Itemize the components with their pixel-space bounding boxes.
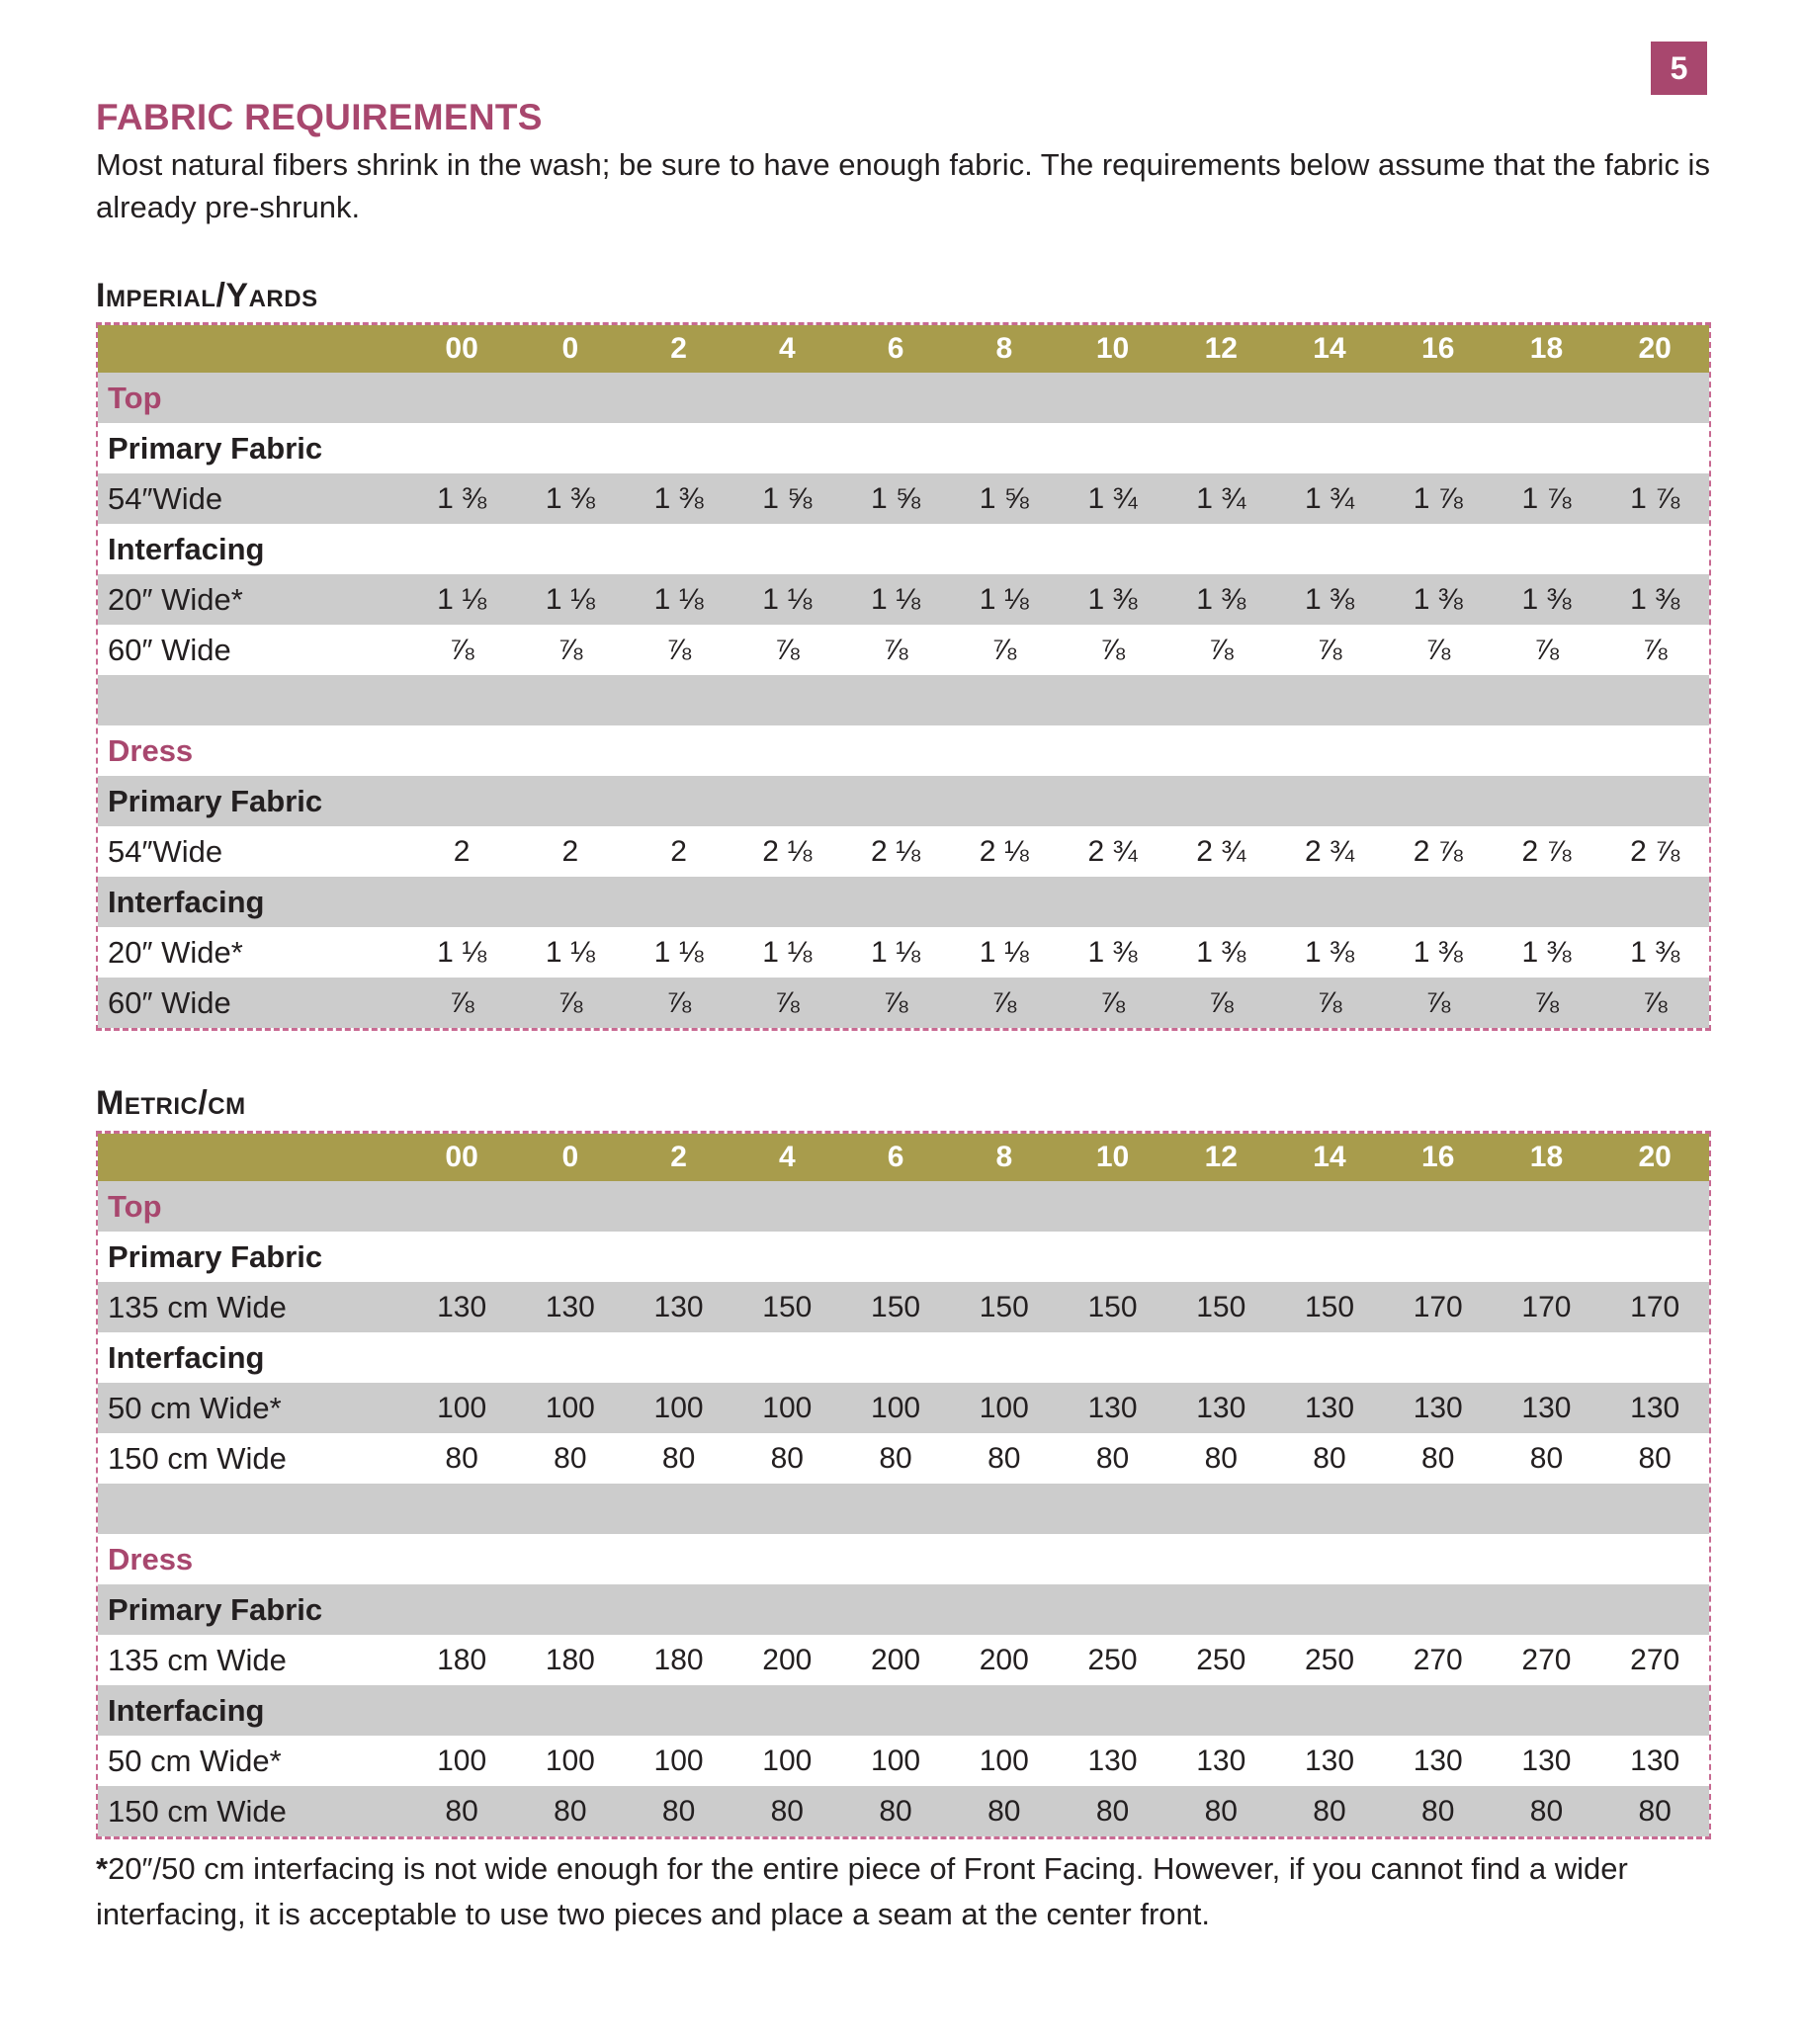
value-size-14: 1 ⅜ xyxy=(1304,935,1355,969)
value-size-0: ⅞ xyxy=(558,633,583,666)
section-row xyxy=(98,725,1709,776)
value-size-00: ⅞ xyxy=(449,985,474,1019)
section-label: Top xyxy=(108,380,162,415)
size-header-2: 2 xyxy=(670,1141,687,1173)
metric-table xyxy=(96,1131,1711,1839)
value-size-0: 1 ⅜ xyxy=(545,481,595,515)
size-header-12: 12 xyxy=(1204,1141,1238,1173)
value-size-6: 80 xyxy=(879,1441,912,1475)
data-row xyxy=(98,1282,1709,1332)
value-size-0: 80 xyxy=(554,1441,587,1475)
group-row xyxy=(98,877,1709,927)
value-size-2: 100 xyxy=(653,1744,704,1777)
group-row xyxy=(98,423,1709,473)
value-size-2: 100 xyxy=(653,1391,704,1424)
section-label: Dress xyxy=(108,1541,194,1576)
group-row xyxy=(98,1685,1709,1736)
value-size-4: 80 xyxy=(770,1794,804,1828)
value-size-2: ⅞ xyxy=(666,633,692,666)
value-size-14: ⅞ xyxy=(1317,633,1342,666)
value-size-4: 100 xyxy=(762,1391,813,1424)
value-size-8: 150 xyxy=(979,1290,1029,1323)
value-size-00: 1 ⅛ xyxy=(437,935,487,969)
value-size-2: 80 xyxy=(661,1441,696,1475)
value-size-10: 250 xyxy=(1087,1643,1138,1676)
value-size-10: 80 xyxy=(1095,1441,1130,1475)
size-header-00: 00 xyxy=(445,332,478,365)
value-size-0: 100 xyxy=(545,1391,595,1424)
footnote-text: 20″/50 cm interfacing is not wide enough for the entire piece of Front Facing. However, if you cannot find a wider interfacing, it is acceptable to use two pieces and place a seam at the center front. xyxy=(96,1851,1628,1931)
size-header-row xyxy=(98,325,1709,373)
value-size-14: 150 xyxy=(1304,1290,1355,1323)
value-size-00: ⅞ xyxy=(449,633,474,666)
section-row xyxy=(98,1181,1709,1232)
value-size-18: ⅞ xyxy=(1533,633,1559,666)
data-label: 54″Wide xyxy=(108,480,223,516)
value-size-20: 80 xyxy=(1638,1441,1672,1475)
metric-heading: Metric/cm xyxy=(96,1084,246,1122)
value-size-00: 130 xyxy=(437,1290,487,1323)
value-size-8: 200 xyxy=(979,1643,1029,1676)
value-size-18: 80 xyxy=(1529,1794,1564,1828)
value-size-6: 80 xyxy=(879,1794,912,1828)
value-size-0: 100 xyxy=(545,1744,595,1777)
value-size-0: 1 ⅛ xyxy=(545,582,595,616)
size-header-18: 18 xyxy=(1529,332,1564,365)
size-header-12: 12 xyxy=(1204,332,1238,365)
value-size-20: 270 xyxy=(1630,1643,1680,1676)
value-size-12: ⅞ xyxy=(1208,985,1234,1019)
value-size-12: 1 ⅜ xyxy=(1196,935,1246,969)
value-size-18: 1 ⅜ xyxy=(1521,582,1572,616)
value-size-16: ⅞ xyxy=(1425,633,1451,666)
value-size-6: 1 ⅝ xyxy=(871,481,921,515)
size-header-16: 16 xyxy=(1421,332,1455,365)
size-header-6: 6 xyxy=(887,1141,904,1173)
value-size-4: ⅞ xyxy=(774,633,800,666)
value-size-12: 150 xyxy=(1196,1290,1246,1323)
footnote-marker: * xyxy=(96,1851,109,1886)
value-size-20: 1 ⅞ xyxy=(1630,481,1680,515)
value-size-10: 1 ⅜ xyxy=(1087,582,1138,616)
value-size-14: 250 xyxy=(1304,1643,1355,1676)
value-size-12: 80 xyxy=(1204,1794,1238,1828)
value-size-2: ⅞ xyxy=(666,985,692,1019)
value-size-6: 1 ⅛ xyxy=(871,935,921,969)
data-row xyxy=(98,1736,1709,1786)
value-size-10: ⅞ xyxy=(1100,985,1126,1019)
imperial-heading: Imperial/Yards xyxy=(96,277,318,314)
value-size-8: 2 ⅛ xyxy=(979,834,1029,868)
data-label: 54″Wide xyxy=(108,833,223,869)
value-size-6: ⅞ xyxy=(883,985,908,1019)
value-size-20: 80 xyxy=(1638,1794,1672,1828)
footnote xyxy=(96,1846,1727,1937)
value-size-00: 1 ⅛ xyxy=(437,582,487,616)
group-row xyxy=(98,1584,1709,1635)
data-label: 50 cm Wide* xyxy=(108,1743,282,1778)
size-header-16: 16 xyxy=(1421,1141,1455,1173)
value-size-10: 1 ⅜ xyxy=(1087,935,1138,969)
data-row xyxy=(98,1635,1709,1685)
value-size-8: 80 xyxy=(987,1441,1021,1475)
size-header-18: 18 xyxy=(1529,1141,1564,1173)
value-size-14: 130 xyxy=(1304,1744,1355,1777)
value-size-14: 130 xyxy=(1304,1391,1355,1424)
value-size-20: 1 ⅜ xyxy=(1630,935,1680,969)
value-size-8: ⅞ xyxy=(991,985,1017,1019)
value-size-4: ⅞ xyxy=(774,985,800,1019)
value-size-14: ⅞ xyxy=(1317,985,1342,1019)
group-label: Primary Fabric xyxy=(108,1591,323,1627)
imperial-table xyxy=(96,322,1711,1031)
value-size-20: 170 xyxy=(1630,1290,1680,1323)
value-size-2: 180 xyxy=(653,1643,704,1676)
value-size-4: 1 ⅛ xyxy=(762,582,813,616)
value-size-18: ⅞ xyxy=(1533,985,1559,1019)
intro-text: Most natural fibers shrink in the wash; be sure to have enough fabric. The requirements below assume that the fabric is already pre-shrunk. xyxy=(96,147,1710,224)
group-label: Interfacing xyxy=(108,1692,265,1728)
value-size-0: 180 xyxy=(545,1643,595,1676)
data-row xyxy=(98,625,1709,675)
value-size-18: 270 xyxy=(1521,1643,1572,1676)
group-label: Primary Fabric xyxy=(108,430,323,466)
value-size-20: ⅞ xyxy=(1642,633,1668,666)
data-label: 150 cm Wide xyxy=(108,1793,287,1829)
size-header-20: 20 xyxy=(1638,332,1672,365)
size-header-00: 00 xyxy=(445,1141,478,1173)
value-size-18: 2 ⅞ xyxy=(1521,834,1572,868)
value-size-12: 1 ¾ xyxy=(1196,481,1246,515)
value-size-18: 1 ⅜ xyxy=(1521,935,1572,969)
data-label: 135 cm Wide xyxy=(108,1642,287,1677)
value-size-6: 200 xyxy=(871,1643,921,1676)
group-label: Interfacing xyxy=(108,531,265,566)
value-size-16: 1 ⅜ xyxy=(1413,582,1463,616)
value-size-4: 150 xyxy=(762,1290,813,1323)
value-size-6: ⅞ xyxy=(883,633,908,666)
group-row xyxy=(98,524,1709,574)
value-size-00: 100 xyxy=(437,1744,487,1777)
data-label: 20″ Wide* xyxy=(108,581,243,617)
value-size-10: 80 xyxy=(1095,1794,1130,1828)
value-size-4: 200 xyxy=(762,1643,813,1676)
data-label: 135 cm Wide xyxy=(108,1289,287,1324)
value-size-10: 150 xyxy=(1087,1290,1138,1323)
value-size-00: 2 xyxy=(453,834,471,868)
value-size-2: 1 ⅛ xyxy=(653,935,704,969)
value-size-20: ⅞ xyxy=(1642,985,1668,1019)
value-size-10: 130 xyxy=(1087,1744,1138,1777)
value-size-4: 2 ⅛ xyxy=(762,834,813,868)
data-row xyxy=(98,473,1709,524)
value-size-00: 80 xyxy=(445,1794,478,1828)
value-size-00: 80 xyxy=(445,1441,478,1475)
size-header-2: 2 xyxy=(670,332,687,365)
size-header-10: 10 xyxy=(1095,1141,1130,1173)
size-header-10: 10 xyxy=(1095,332,1130,365)
value-size-18: 1 ⅞ xyxy=(1521,481,1572,515)
size-header-row xyxy=(98,1134,1709,1181)
value-size-10: ⅞ xyxy=(1100,633,1126,666)
value-size-12: 250 xyxy=(1196,1643,1246,1676)
data-label: 50 cm Wide* xyxy=(108,1390,282,1425)
group-row xyxy=(98,1332,1709,1383)
section-label: Top xyxy=(108,1188,162,1224)
group-label: Primary Fabric xyxy=(108,1238,323,1274)
data-row xyxy=(98,1786,1709,1836)
value-size-12: 130 xyxy=(1196,1391,1246,1424)
value-size-2: 80 xyxy=(661,1794,696,1828)
value-size-14: 1 ⅜ xyxy=(1304,582,1355,616)
value-size-2: 1 ⅛ xyxy=(653,582,704,616)
size-header-8: 8 xyxy=(995,332,1013,365)
value-size-4: 1 ⅛ xyxy=(762,935,813,969)
value-size-16: 130 xyxy=(1413,1391,1463,1424)
value-size-6: 2 ⅛ xyxy=(871,834,921,868)
section-label: Dress xyxy=(108,732,194,768)
value-size-16: 1 ⅜ xyxy=(1413,935,1463,969)
value-size-12: ⅞ xyxy=(1208,633,1234,666)
value-size-8: 100 xyxy=(979,1744,1029,1777)
value-size-16: 130 xyxy=(1413,1744,1463,1777)
page-title: FABRIC REQUIREMENTS xyxy=(96,97,543,137)
size-header-4: 4 xyxy=(778,1141,796,1173)
value-size-14: 2 ¾ xyxy=(1304,834,1355,868)
value-size-6: 100 xyxy=(871,1744,921,1777)
data-row xyxy=(98,927,1709,978)
data-label: 60″ Wide xyxy=(108,984,231,1020)
value-size-18: 170 xyxy=(1521,1290,1572,1323)
value-size-0: 130 xyxy=(545,1290,595,1323)
value-size-20: 130 xyxy=(1630,1391,1680,1424)
size-header-14: 14 xyxy=(1313,1141,1346,1173)
value-size-16: 2 ⅞ xyxy=(1413,834,1463,868)
value-size-16: 1 ⅞ xyxy=(1413,481,1463,515)
size-header-0: 0 xyxy=(561,1141,579,1173)
data-row xyxy=(98,978,1709,1028)
value-size-4: 80 xyxy=(770,1441,804,1475)
blank-row xyxy=(98,1484,1709,1534)
value-size-20: 1 ⅜ xyxy=(1630,582,1680,616)
value-size-6: 100 xyxy=(871,1391,921,1424)
group-row xyxy=(98,1232,1709,1282)
value-size-18: 130 xyxy=(1521,1391,1572,1424)
value-size-14: 1 ¾ xyxy=(1304,481,1355,515)
group-row xyxy=(98,776,1709,826)
data-row xyxy=(98,826,1709,877)
value-size-6: 150 xyxy=(871,1290,921,1323)
value-size-4: 1 ⅝ xyxy=(762,481,813,515)
group-label: Primary Fabric xyxy=(108,783,323,818)
value-size-20: 2 ⅞ xyxy=(1630,834,1680,868)
section-row xyxy=(98,373,1709,423)
value-size-10: 1 ¾ xyxy=(1087,481,1138,515)
section-row xyxy=(98,1534,1709,1584)
data-label: 60″ Wide xyxy=(108,632,231,667)
value-size-12: 1 ⅜ xyxy=(1196,582,1246,616)
size-header-20: 20 xyxy=(1638,1141,1672,1173)
size-header-6: 6 xyxy=(887,332,904,365)
value-size-18: 130 xyxy=(1521,1744,1572,1777)
value-size-16: 80 xyxy=(1421,1441,1455,1475)
value-size-00: 180 xyxy=(437,1643,487,1676)
data-label: 20″ Wide* xyxy=(108,934,243,970)
value-size-4: 100 xyxy=(762,1744,813,1777)
size-header-14: 14 xyxy=(1313,332,1346,365)
value-size-2: 130 xyxy=(653,1290,704,1323)
value-size-2: 2 xyxy=(670,834,687,868)
value-size-10: 2 ¾ xyxy=(1087,834,1138,868)
data-row xyxy=(98,1383,1709,1433)
value-size-6: 1 ⅛ xyxy=(871,582,921,616)
value-size-8: 1 ⅛ xyxy=(979,935,1029,969)
value-size-12: 80 xyxy=(1204,1441,1238,1475)
value-size-8: 100 xyxy=(979,1391,1029,1424)
blank-row xyxy=(98,675,1709,725)
size-header-4: 4 xyxy=(778,332,796,365)
data-label: 150 cm Wide xyxy=(108,1440,287,1476)
value-size-14: 80 xyxy=(1313,1441,1346,1475)
value-size-0: ⅞ xyxy=(558,985,583,1019)
value-size-8: ⅞ xyxy=(991,633,1017,666)
value-size-10: 130 xyxy=(1087,1391,1138,1424)
group-label: Interfacing xyxy=(108,884,265,919)
value-size-18: 80 xyxy=(1529,1441,1564,1475)
value-size-16: 170 xyxy=(1413,1290,1463,1323)
value-size-0: 80 xyxy=(554,1794,587,1828)
data-row xyxy=(98,574,1709,625)
value-size-16: 80 xyxy=(1421,1794,1455,1828)
value-size-0: 2 xyxy=(561,834,579,868)
value-size-16: ⅞ xyxy=(1425,985,1451,1019)
value-size-12: 130 xyxy=(1196,1744,1246,1777)
value-size-8: 1 ⅝ xyxy=(979,481,1029,515)
value-size-00: 1 ⅜ xyxy=(437,481,487,515)
value-size-0: 1 ⅛ xyxy=(545,935,595,969)
value-size-00: 100 xyxy=(437,1391,487,1424)
value-size-2: 1 ⅜ xyxy=(653,481,704,515)
value-size-12: 2 ¾ xyxy=(1196,834,1246,868)
value-size-20: 130 xyxy=(1630,1744,1680,1777)
data-row xyxy=(98,1433,1709,1484)
value-size-16: 270 xyxy=(1413,1643,1463,1676)
page-number: 5 xyxy=(1651,42,1707,95)
group-label: Interfacing xyxy=(108,1339,265,1375)
value-size-14: 80 xyxy=(1313,1794,1346,1828)
value-size-8: 1 ⅛ xyxy=(979,582,1029,616)
size-header-0: 0 xyxy=(561,332,579,365)
value-size-8: 80 xyxy=(987,1794,1021,1828)
size-header-8: 8 xyxy=(995,1141,1013,1173)
